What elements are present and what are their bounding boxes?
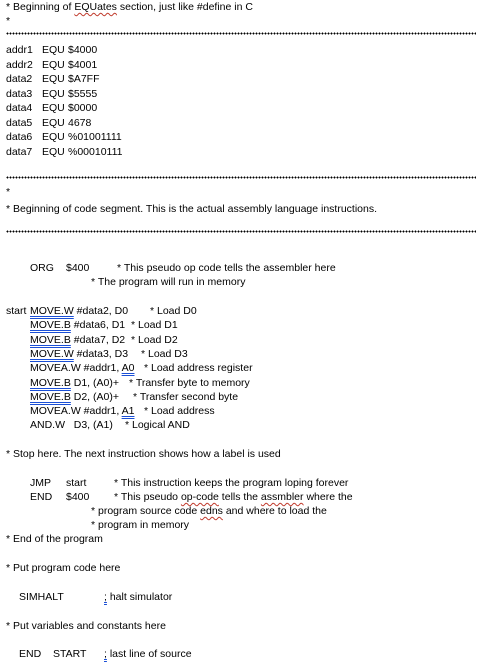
grammar-flag-word: MOVE.B — [30, 319, 71, 332]
comment-bullet: * — [6, 1, 11, 13]
equ-val: $4001 — [68, 58, 98, 71]
simhalt-op: SIMHALT — [19, 591, 64, 603]
comment-bullet: * — [6, 15, 11, 27]
equ-val: %00010111 — [68, 145, 123, 158]
instruction-line — [30, 377, 119, 389]
equ-op: EQU — [42, 44, 65, 56]
comment-text: where the — [303, 491, 353, 503]
instruction-text: MOVEA.W #addr1, — [30, 405, 122, 418]
comment-text: * This pseudo — [114, 491, 181, 503]
instruction-operands: D1, (A0)+ — [70, 376, 119, 389]
instruction-operands: #data7, D2 — [70, 333, 126, 346]
end-start-arg: START — [53, 648, 87, 660]
end-op: END — [30, 491, 53, 503]
comment-text: section, just like #define in C — [116, 1, 253, 13]
instruction-text: MOVEA.W #addr1, — [30, 362, 122, 375]
end-arg: $400 — [66, 491, 90, 503]
comment-bullet: * — [6, 186, 11, 198]
instruction-comment: * Load D2 — [131, 333, 178, 346]
end-start-op: END — [19, 648, 42, 660]
end-comment-2 — [91, 505, 327, 517]
instruction-text: AND.W D3, (A1) — [30, 419, 113, 432]
code-segment-comment: * Beginning of code segment. This is the actual assembly language instructions. — [6, 203, 378, 215]
grammar-flag-word: MOVE.B — [30, 333, 71, 346]
instruction-line — [30, 391, 119, 403]
instruction-line — [30, 419, 113, 431]
instruction-line — [30, 305, 128, 317]
equ-label: data3 — [6, 87, 33, 100]
equ-val: $0000 — [68, 102, 98, 114]
instruction-comment: * Logical AND — [125, 419, 190, 432]
equ-op: EQU — [42, 102, 65, 114]
end-program-comment: * End of the program — [6, 533, 103, 545]
end-start-comment — [104, 648, 192, 660]
instruction-comment: * Load address register — [144, 362, 253, 375]
instruction-line — [30, 319, 125, 331]
simhalt-comment — [104, 591, 172, 603]
grammar-flag-word: MOVE.B — [30, 390, 71, 403]
org-directive: ORG — [30, 262, 54, 274]
put-vars-comment: * Put variables and constants here — [6, 620, 166, 632]
instruction-operands: #data3, D3 — [73, 347, 129, 360]
spellcheck-word: EQUates — [74, 1, 117, 13]
jmp-comment: * This instruction keeps the program loping forever — [114, 477, 349, 489]
equ-label: addr1 — [6, 44, 33, 56]
equates-section-comment — [6, 1, 253, 13]
instruction-comment: * Load D1 — [131, 319, 178, 332]
org-address: $400 — [66, 262, 90, 274]
spellcheck-word: op-code — [180, 491, 219, 503]
grammar-flag-word: A0 — [121, 362, 135, 375]
star-divider — [6, 176, 476, 179]
equ-op: EQU — [42, 58, 65, 71]
grammar-flag-word: MOVE.B — [30, 376, 71, 389]
end-comment-3: * program in memory — [91, 519, 190, 531]
spellcheck-word: assmbler — [260, 491, 304, 503]
star-divider — [6, 230, 476, 233]
instruction-line — [30, 348, 128, 360]
equ-label: data4 — [6, 102, 33, 114]
start-label: start — [6, 305, 27, 317]
equ-val: $A7FF — [68, 73, 100, 85]
comment-text: tells the — [218, 491, 261, 503]
comment-text: * program source code — [91, 505, 201, 517]
instruction-line — [30, 405, 134, 417]
instruction-comment: * Load address — [144, 405, 215, 418]
grammar-flag-word: MOVE.W — [30, 305, 74, 317]
instruction-line — [30, 334, 125, 346]
equ-op: EQU — [42, 116, 65, 129]
semicolon-marker: ; — [104, 648, 107, 660]
spellcheck-word: edns — [200, 505, 223, 517]
equ-label: data2 — [6, 73, 33, 85]
equ-val: 4678 — [68, 116, 92, 129]
comment-text: halt simulator — [106, 591, 173, 603]
jmp-arg: start — [66, 477, 87, 489]
instruction-line — [30, 362, 134, 374]
equ-op: EQU — [42, 131, 65, 143]
equ-op: EQU — [42, 73, 65, 85]
equ-label: data5 — [6, 116, 33, 129]
equ-label: data6 — [6, 131, 33, 143]
equ-op: EQU — [42, 87, 65, 100]
equ-val: %01001111 — [68, 131, 122, 143]
grammar-flag-word: A1 — [121, 405, 135, 418]
stop-comment: * Stop here. The next instruction shows how a label is used — [6, 448, 281, 460]
grammar-flag-word: MOVE.W — [30, 347, 74, 360]
comment-text: Beginning of — [13, 1, 75, 13]
org-comment-2: * The program will run in memory — [91, 276, 246, 288]
instruction-comment: * Transfer byte to memory — [129, 376, 250, 389]
instruction-operands: D2, (A0)+ — [70, 390, 119, 403]
org-comment-1: * This pseudo op code tells the assembler here — [117, 262, 336, 274]
equ-op: EQU — [42, 145, 65, 158]
star-divider — [6, 32, 476, 35]
end-comment-1 — [114, 491, 353, 503]
equ-label: addr2 — [6, 58, 33, 71]
semicolon-marker: ; — [104, 591, 107, 603]
instruction-comment: * Load D0 — [150, 305, 197, 317]
instruction-operands: #data2, D0 — [73, 305, 129, 317]
instruction-comment: * Load D3 — [141, 347, 188, 360]
equ-val: $5555 — [68, 87, 98, 100]
jmp-op: JMP — [30, 477, 51, 489]
comment-text: and where to load the — [222, 505, 327, 517]
put-code-comment: * Put program code here — [6, 562, 121, 574]
instruction-comment: * Transfer second byte — [133, 390, 239, 403]
equ-label: data7 — [6, 145, 33, 158]
comment-text: last line of source — [106, 648, 192, 660]
instruction-operands: #data6, D1 — [70, 319, 126, 332]
equ-val: $4000 — [68, 44, 98, 56]
